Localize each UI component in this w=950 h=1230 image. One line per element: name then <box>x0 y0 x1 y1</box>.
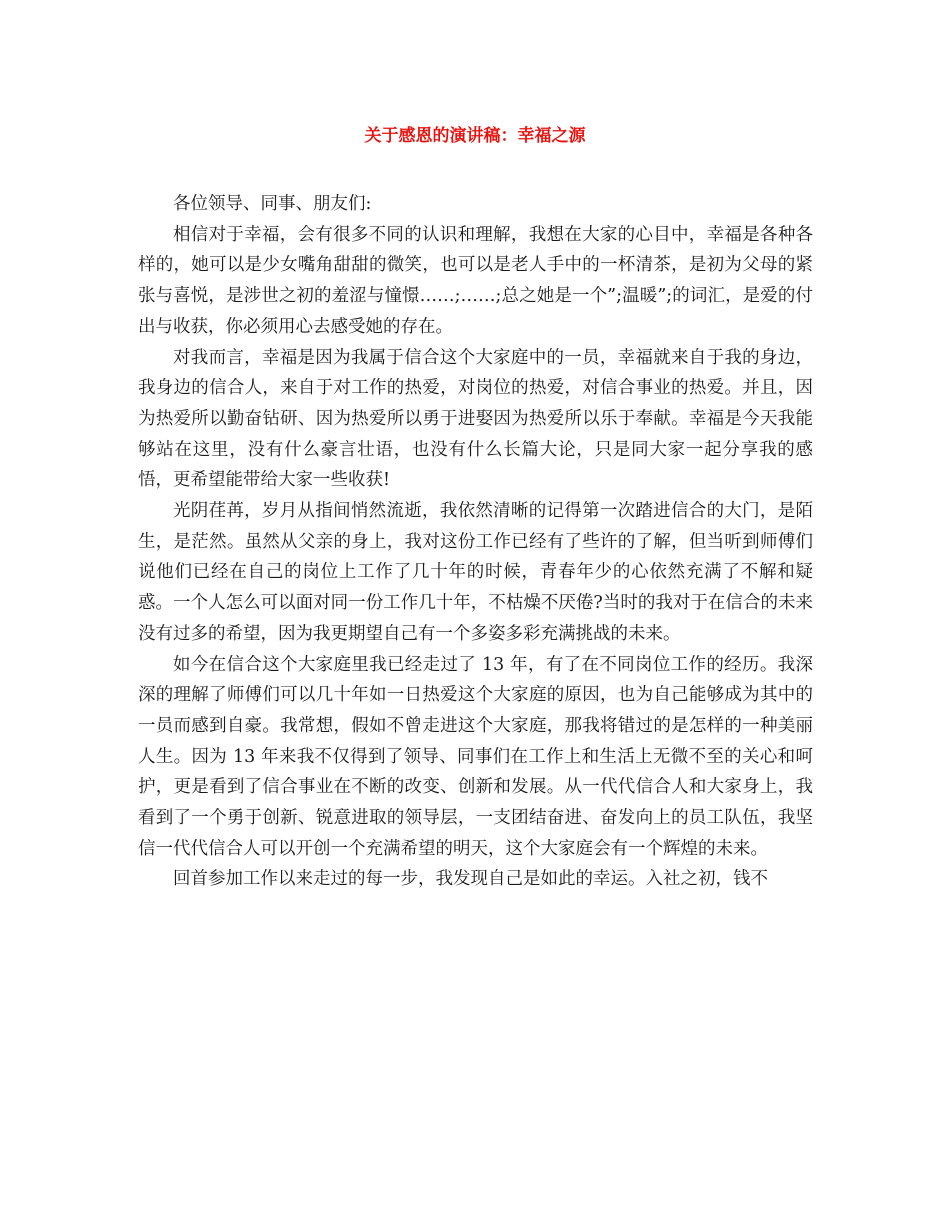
paragraph: 相信对于幸福，会有很多不同的认识和理解，我想在大家的心目中，幸福是各种各样的，她可以是少女嘴角甜甜的微笑，也可以是老人手中的一杯清茶，是初为父母的紧张与喜悦，是涉世之初的羞涩与憧憬……;……;总之她是一个”;温暖”;的词汇，是爱的付出与收获，你必须用心去感受她的存在。 <box>138 224 813 337</box>
salutation: 各位领导、同事、朋友们: <box>173 194 372 214</box>
paragraph: 如今在信合这个大家庭里我已经走过了 13 年，有了在不同岗位工作的经历。我深深的理解了师傅们可以几十年如一日热爱这个大家庭的原因，也为自己能够成为其中的一员而感到自豪。我常想，假如不曾走进这个大家庭，那我将错过的是怎样的一种美丽人生。因为 13 年来我不仅得到了领导、同事们在工作上和生活上无微不至的关心和呵护，更是看到了信合事业在不断的改变、创新和发展。从一代代信合人和大家身上，我看到了一个勇于创新、锐意进取的领导层，一支团结奋进、奋发向上的员工队伍，我坚信一代代信合人可以开创一个充满希望的明天，这个大家庭会有一个辉煌的未来。 <box>138 654 813 859</box>
document-title: 关于感恩的演讲稿：幸福之源 <box>364 126 586 146</box>
paragraph: 对我而言，幸福是因为我属于信合这个大家庭中的一员，幸福就来自于我的身边，我身边的信合人，来自于对工作的热爱，对岗位的热爱，对信合事业的热爱。并且，因为热爱所以勤奋钻研、因为热爱所以勇于进娶因为热爱所以乐于奉献。幸福是今天我能够站在这里，没有什么豪言壮语，也没有什么长篇大论，只是同大家一起分享我的感悟，更希望能带给大家一些收获! <box>138 347 813 491</box>
document-body <box>138 189 813 895</box>
paragraph: 回首参加工作以来走过的每一步，我发现自己是如此的幸运。入社之初，钱不 <box>173 869 768 890</box>
paragraph: 光阴荏苒，岁月从指间悄然流逝，我依然清晰的记得第一次踏进信合的大门，是陌生，是茫然。虽然从父亲的身上，我对这份工作已经有了些许的了解，但当听到师傅们说他们已经在自己的岗位上工作了几十年的时候，青春年少的心依然充满了不解和疑惑。一个人怎么可以面对同一份工作几十年，不枯燥不厌倦?当时的我对于在信合的未来没有过多的希望，因为我更期望自己有一个多姿多彩充满挑战的未来。 <box>138 501 813 644</box>
